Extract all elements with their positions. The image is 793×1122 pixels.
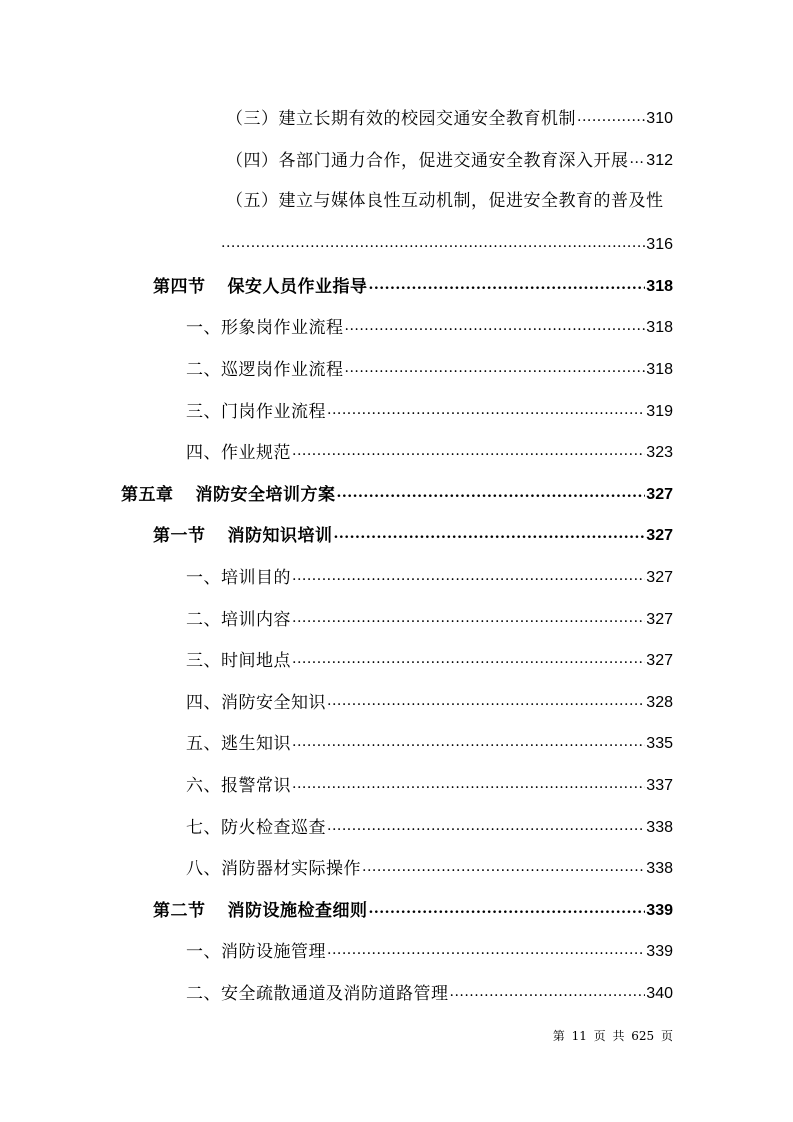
toc-entry[interactable] bbox=[186, 811, 673, 839]
toc-entry[interactable] bbox=[186, 436, 673, 464]
toc-page-number: 338 bbox=[646, 819, 673, 836]
toc-page-number: 339 bbox=[646, 943, 673, 960]
toc-entry[interactable] bbox=[186, 603, 673, 631]
toc-leader-dots bbox=[337, 484, 646, 506]
toc-leader-dots bbox=[345, 317, 646, 339]
toc-entry-label: 一、形象岗作业流程 bbox=[186, 318, 344, 338]
toc-page-number: 318 bbox=[646, 278, 673, 295]
toc-entry-label: 四、作业规范 bbox=[186, 443, 291, 463]
toc-page-number: 327 bbox=[646, 486, 673, 503]
toc-section-title: 消防知识培训 bbox=[227, 526, 333, 546]
toc-entry[interactable] bbox=[226, 102, 673, 130]
toc-leader-dots bbox=[327, 692, 645, 714]
toc-page-number: 338 bbox=[646, 860, 673, 877]
toc-leader-dots bbox=[345, 359, 646, 381]
page-footer: 第 11 页 共 625 页 bbox=[552, 1029, 673, 1043]
toc-entry-label: 四、消防安全知识 bbox=[186, 693, 326, 713]
toc-leader-dots bbox=[369, 900, 646, 922]
toc-leader-dots bbox=[577, 108, 645, 130]
toc-page-number: 337 bbox=[646, 777, 673, 794]
toc-page-number: 327 bbox=[646, 569, 673, 586]
toc-entry-label: 二、安全疏散通道及消防道路管理 bbox=[186, 984, 449, 1004]
toc-entry[interactable] bbox=[186, 935, 673, 963]
toc-leader-dots bbox=[450, 983, 646, 1005]
toc-leader-dots bbox=[327, 401, 645, 423]
toc-chapter-entry[interactable] bbox=[121, 478, 673, 506]
toc-page-number: 327 bbox=[646, 652, 673, 669]
toc-page-number: 310 bbox=[646, 110, 673, 127]
toc-entry[interactable] bbox=[186, 644, 673, 672]
toc-entry[interactable] bbox=[186, 353, 673, 381]
toc-entry-label: 五、逃生知识 bbox=[186, 734, 291, 754]
toc-leader-dots bbox=[292, 442, 645, 464]
toc-entry-label: 一、培训目的 bbox=[186, 568, 291, 588]
toc-chapter-title: 消防安全培训方案 bbox=[195, 485, 336, 505]
toc-entry[interactable] bbox=[220, 228, 673, 256]
toc-leader-dots bbox=[362, 858, 645, 880]
toc-entry-label: 三、时间地点 bbox=[186, 651, 291, 671]
toc-leader-dots bbox=[292, 609, 645, 631]
toc-entry[interactable] bbox=[186, 561, 673, 589]
toc-leader-dots bbox=[292, 775, 645, 797]
toc-entry[interactable] bbox=[186, 727, 673, 755]
toc-page-number: 312 bbox=[646, 152, 673, 169]
toc-page-number: 316 bbox=[646, 236, 673, 253]
toc-section-entry[interactable] bbox=[153, 270, 673, 298]
toc-leader-dots bbox=[221, 234, 645, 256]
toc-leader-dots bbox=[327, 817, 645, 839]
toc-entry-label: 六、报警常识 bbox=[186, 776, 291, 796]
toc-leader-dots bbox=[327, 941, 645, 963]
toc-section-entry[interactable] bbox=[153, 894, 673, 922]
toc-chapter-number: 第五章 bbox=[121, 485, 174, 505]
toc-section-title: 消防设施检查细则 bbox=[227, 901, 368, 921]
toc-page-number: 328 bbox=[646, 694, 673, 711]
toc-section-number: 第四节 bbox=[153, 277, 206, 297]
toc-page-number: 319 bbox=[646, 403, 673, 420]
toc-entry[interactable] bbox=[186, 852, 673, 880]
toc-leader-dots bbox=[292, 650, 645, 672]
toc-page-number: 318 bbox=[646, 361, 673, 378]
toc-entry-label: （四）各部门通力合作，促进交通安全教育深入开展 bbox=[226, 151, 629, 171]
toc-entry-label: 二、培训内容 bbox=[186, 610, 291, 630]
toc-entry-label[interactable]: （五）建立与媒体良性互动机制，促进安全教育的普及性 bbox=[226, 191, 664, 211]
toc-leader-dots bbox=[369, 276, 646, 298]
toc-entry[interactable] bbox=[186, 769, 673, 797]
toc-leader-dots bbox=[630, 150, 646, 172]
toc-entry-label: 三、门岗作业流程 bbox=[186, 402, 326, 422]
toc-leader-dots bbox=[292, 567, 645, 589]
toc-section-title: 保安人员作业指导 bbox=[227, 277, 368, 297]
toc-leader-dots bbox=[334, 525, 646, 547]
toc-page-number: 327 bbox=[646, 527, 673, 544]
toc-entry[interactable] bbox=[226, 144, 673, 172]
toc-entry-label: 二、巡逻岗作业流程 bbox=[186, 360, 344, 380]
toc-section-entry[interactable] bbox=[153, 519, 673, 547]
toc-entry-label: 七、防火检查巡查 bbox=[186, 818, 326, 838]
toc-entry-label: 八、消防器材实际操作 bbox=[186, 859, 361, 879]
toc-page-number: 335 bbox=[646, 735, 673, 752]
toc-page-number: 339 bbox=[646, 902, 673, 919]
toc-leader-dots bbox=[292, 733, 645, 755]
toc-entry[interactable] bbox=[186, 686, 673, 714]
toc-section-number: 第二节 bbox=[153, 901, 206, 921]
toc-entry-label: （三）建立长期有效的校园交通安全教育机制 bbox=[226, 109, 576, 129]
toc-page-number: 327 bbox=[646, 611, 673, 628]
toc-page-number: 318 bbox=[646, 319, 673, 336]
toc-section-number: 第一节 bbox=[153, 526, 206, 546]
toc-page-number: 323 bbox=[646, 444, 673, 461]
toc-entry-label: 一、消防设施管理 bbox=[186, 942, 326, 962]
toc-page-number: 340 bbox=[646, 985, 673, 1002]
toc-entry[interactable] bbox=[186, 311, 673, 339]
toc-entry[interactable] bbox=[186, 395, 673, 423]
toc-entry[interactable] bbox=[186, 977, 673, 1005]
